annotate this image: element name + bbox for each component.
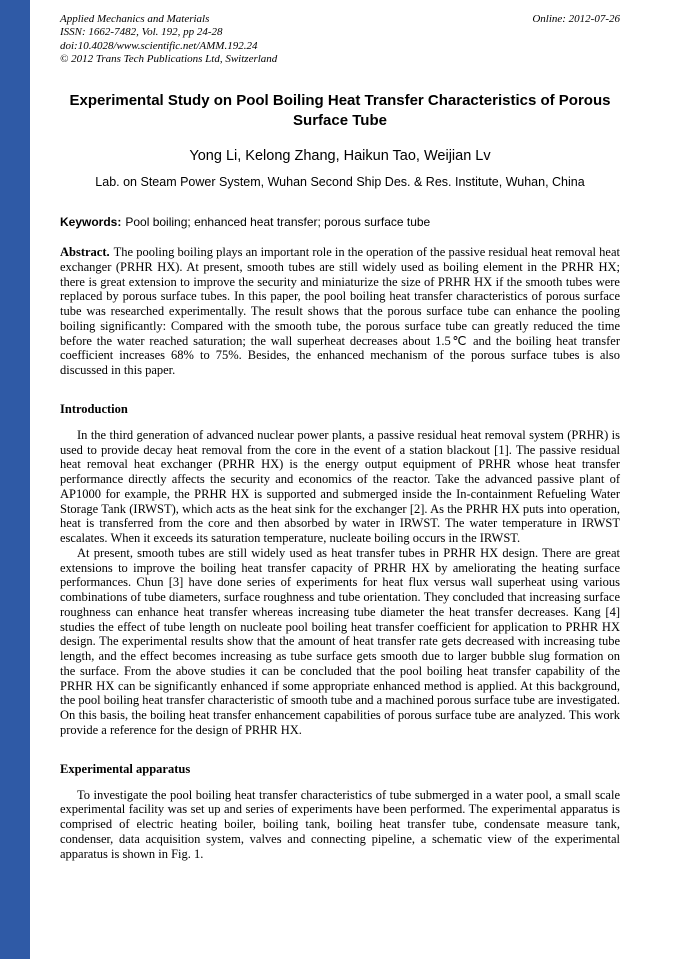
introduction-paragraph-1: In the third generation of advanced nuclear power plants, a passive residual heat removal system (PRHR) is used to provide decay heat removal from the core in the event of a station blackout [1]. The passive residual heat removal heat exchanger (PRHR HX) is the energy output equipment of PRHR whose heat transfer performance directly affects the security and economics of the reactor. Take the advanced passive plant of AP1000 for example, the PRHR HX is supported and submerged inside the In-containment Refueling Water Storage Tank (IRWST), which acts as the heat sink for the exchanger [2]. As the PRHR HX puts into operation, heat is transferred from the core and then absorbed by water in IRWST. The water temperature in IRWST escalates. When it exceeds its saturation temperature, nucleate boiling occurs in the IRWST. bbox=[60, 427, 620, 546]
experimental-apparatus-paragraph-1: To investigate the pool boiling heat transfer characteristics of tube submerged in a water pool, a small scale experimental facility was set up and series of experiments have been performed. The experimental apparatus is comprised of electric heating boiler, boiling tank, boiling heat transfer tube, condensate measure tank, condenser, data acquisition system, valves and connecting pipeline, a schematic view of the experimental apparatus is shown in Fig. 1. bbox=[60, 787, 620, 861]
abstract-text: The pooling boiling plays an important role in the operation of the passive residual heat removal heat exchanger (PRHR HX). At present, smooth tubes are still widely used as boiling element in the PRHR HX; there is great extension to improve the security and miniaturize the size of PRHR HX if the smooth tubes were replaced by porous surface tubes. In this paper, the pool boiling heat transfer characteristics of porous surface tube was researched experimentally. The result shows that the porous surface tube can enhance the pooling boiling significantly: Compared with the smooth tube, the porous surface tube can greatly reduced the time before the water reached saturation; the wall superheat decreases about 1.5℃ and the boiling heat transfer coefficient increases 68% to 75%. Besides, the enhanced mechanism of the porous surface tubes is also discussed in this paper. bbox=[60, 245, 620, 378]
section-heading-introduction: Introduction bbox=[60, 401, 128, 416]
affiliation-line: Lab. on Steam Power System, Wuhan Second Ship Des. & Res. Institute, Wuhan, China bbox=[95, 175, 585, 190]
journal-doi: doi:10.4028/www.scientific.net/AMM.192.24 bbox=[60, 39, 258, 52]
online-date: Online: 2012-07-26 bbox=[532, 13, 620, 25]
page-content bbox=[60, 13, 620, 861]
keywords-line bbox=[60, 215, 620, 230]
abstract-label: Abstract. bbox=[60, 245, 110, 260]
journal-copyright: © 2012 Trans Tech Publications Ltd, Switzerland bbox=[60, 53, 278, 66]
journal-issn-volume: ISSN: 1662-7482, Vol. 192, pp 24-28 bbox=[60, 26, 223, 39]
introduction-paragraph-2: At present, smooth tubes are still widely used as heat transfer tubes in PRHR HX design. There are great extensions to improve the boiling heat transfer capacity of PRHR HX by ameliorating the heating surface performances. Chun [3] have done series of experiments for heat flux versus wall superheat using various combinations of tube diameters, surface roughness and tube orientation. They concluded that increasing surface roughness can enhance heat transfer whereas increasing tube diameter the heat transfer decreases. Kang [4] studies the effect of tube length on nucleate pool boiling heat transfer coefficient for application to PRHR HX design. The experimental results show that the amount of heat transfer rate gets decreased with increasing tube length, and the effect becomes increasing as tube surface gets smooth due to larger bubble slug formation on the surface. From the above studies it can be concluded that the pool boiling heat transfer capability of the PRHR HX can be significantly enhanced if some appropriate enhanced method is applied. At this background, the pool boiling heat transfer characteristic of smooth tube and a machined porous surface tube are investigated. On this basis, the boiling heat transfer enhancement capabilities of porous surface tube are analyzed. This work provide a reference for the design of PRHR HX. bbox=[60, 545, 620, 737]
authors-line: Yong Li, Kelong Zhang, Haikun Tao, Weijian Lv bbox=[189, 148, 491, 165]
abstract-paragraph bbox=[60, 245, 620, 378]
journal-name: Applied Mechanics and Materials bbox=[60, 13, 210, 25]
journal-header bbox=[60, 13, 620, 67]
keywords-label: Keywords: bbox=[60, 215, 122, 230]
journal-info bbox=[60, 13, 277, 67]
section-heading-experimental-apparatus: Experimental apparatus bbox=[60, 761, 191, 776]
paper-title: Experimental Study on Pool Boiling Heat Transfer Characteristics of Porous Surface Tube bbox=[69, 91, 611, 129]
left-blue-stripe bbox=[0, 0, 30, 959]
keywords-text: Pool boiling; enhanced heat transfer; porous surface tube bbox=[125, 215, 431, 230]
